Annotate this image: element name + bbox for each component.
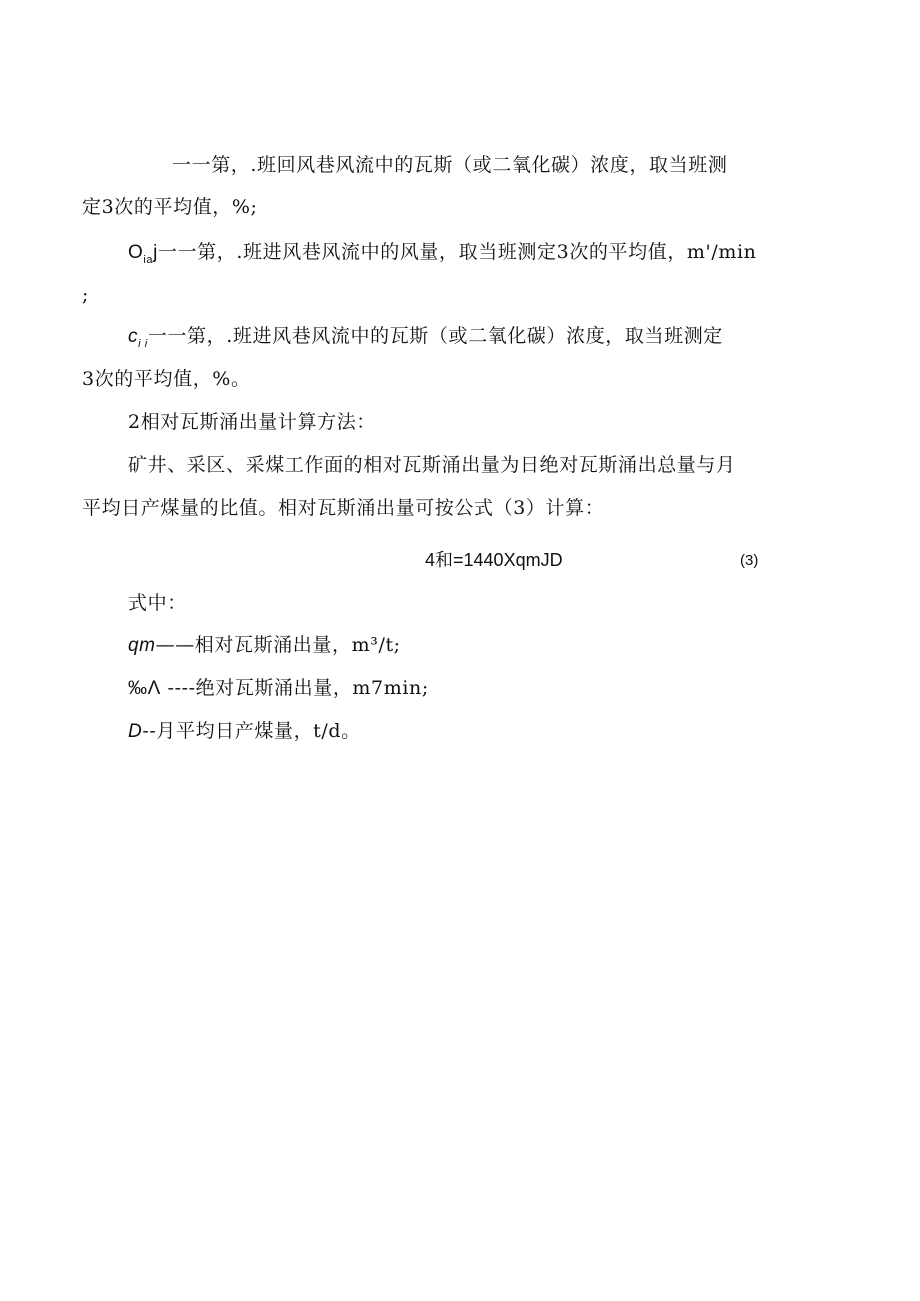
paragraph-line-2 [82,194,258,220]
definition-absolute [128,675,429,702]
paragraph-line-4 [82,282,89,308]
definition-qm [128,632,401,659]
line-text: ; [82,284,90,306]
formula-number: (3) [740,552,759,569]
paragraph-line-3 [128,239,757,273]
definition-text: --月平均日产煤量，t/d。 [142,720,361,742]
symbol-q: O [128,242,144,263]
definition-text: ----绝对瓦斯涌出量，m7min; [160,677,429,699]
line-text: 一一第，.班进风巷风流中的瓦斯（或二氧化碳）浓度，取当班测定 [147,325,723,347]
definition-symbol: D [128,721,143,742]
line-text: 3次的平均值，%。 [82,368,251,390]
paragraph-line-5 [128,323,723,357]
symbol-suffix: j [153,242,158,263]
line-text: 一一第，.班回风巷风流中的瓦斯（或二氧化碳）浓度，取当班测 [172,154,728,176]
symbol-subscript: i i [138,337,148,350]
paragraph-line-6 [82,366,251,392]
paragraph-line-1 [172,152,727,178]
paragraph-line-9 [82,495,604,521]
definition-symbol: qm [128,635,156,656]
line-text: 2相对瓦斯涌出量计算方法： [128,411,376,433]
definition-symbol: ‰Λ [128,678,161,699]
line-text: 矿井、采区、采煤工作面的相对瓦斯涌出量为日绝对瓦斯涌出总量与月 [128,454,736,476]
definition-d [128,718,361,745]
line-text: 一一第，.班进风巷风流中的风量，取当班测定3次的平均值，m'/min [157,241,757,263]
where-label [128,590,187,616]
symbol-c: c [128,326,139,347]
line-text: 定3次的平均值，%; [82,196,258,218]
formula-expression: 4和=1440XqmJD [425,550,563,570]
section-heading [128,409,376,435]
line-text: 式中： [128,592,187,614]
paragraph-line-8 [128,452,736,478]
symbol-subscript: ia [143,253,154,266]
line-text: 平均日产煤量的比值。相对瓦斯涌出量可按公式（3）计算： [82,497,605,519]
definition-text: ——相对瓦斯涌出量，m³/t; [155,634,401,656]
